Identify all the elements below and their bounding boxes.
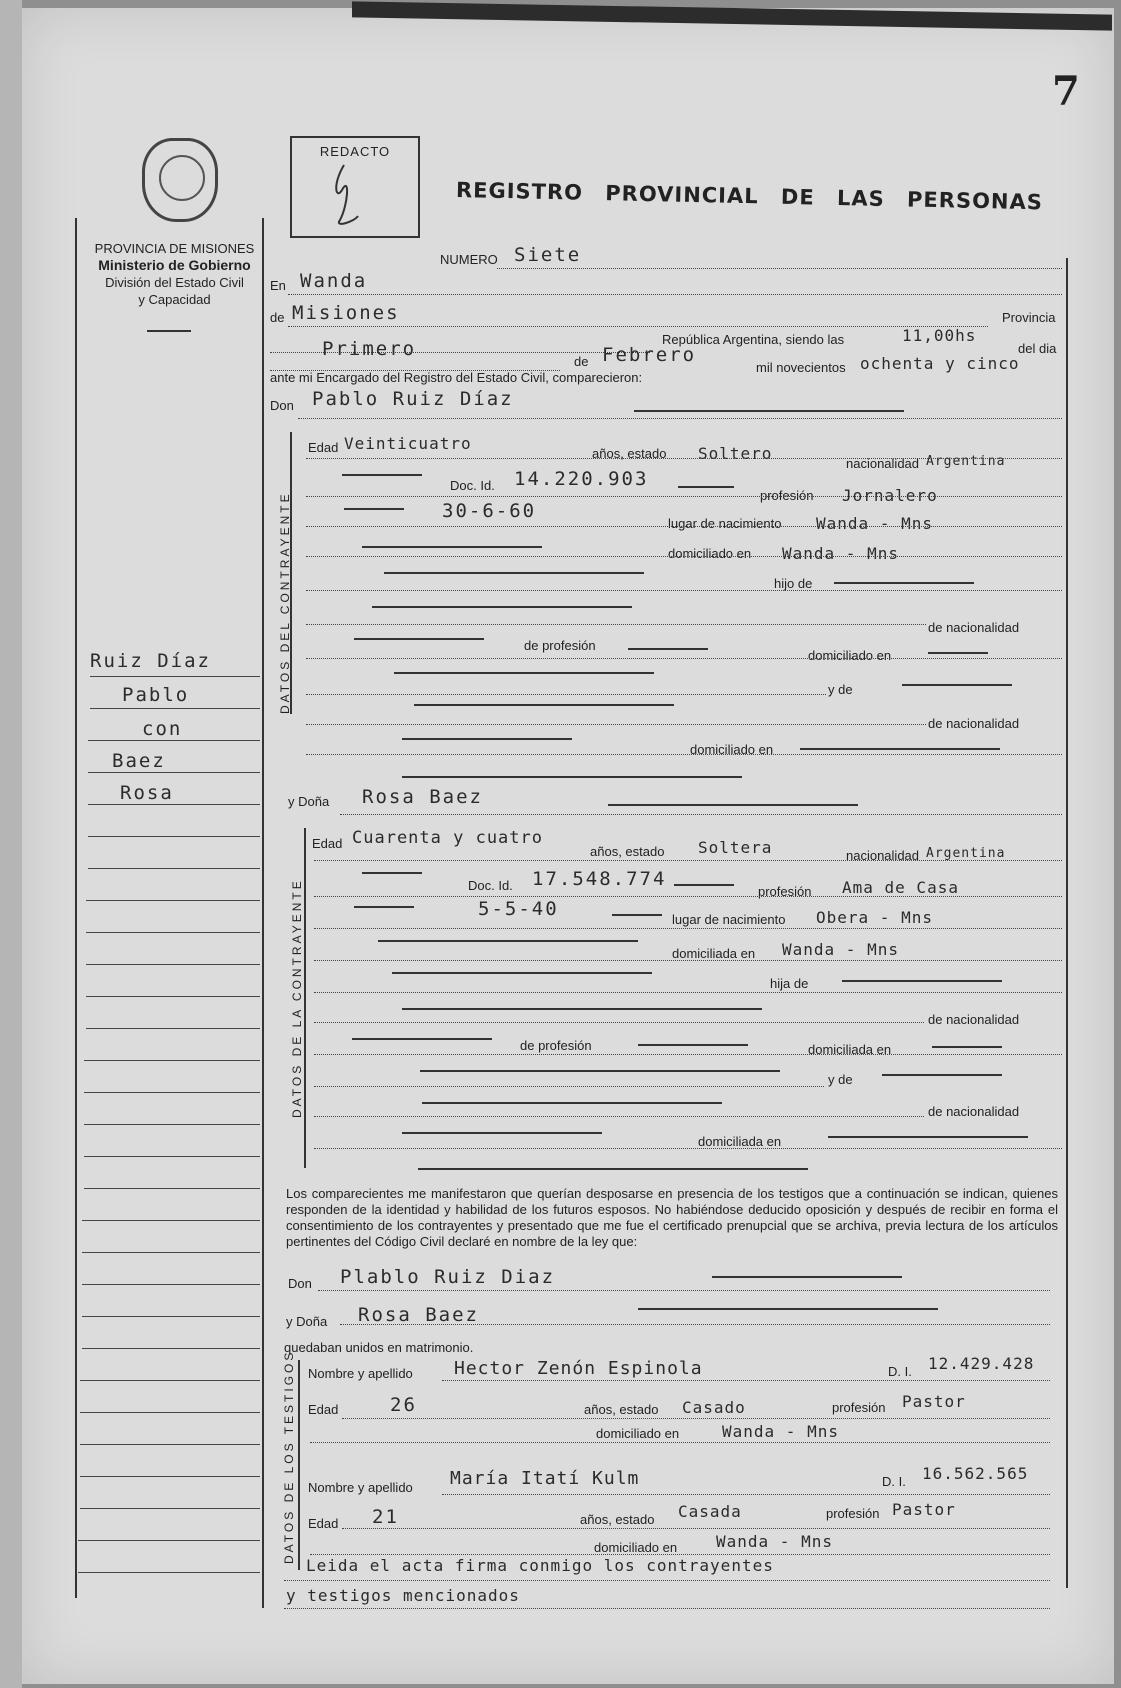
bride-birth-date: 5-5-40 xyxy=(478,898,559,920)
groom-nationality: Argentina xyxy=(926,454,1006,469)
de-label: de xyxy=(270,310,285,325)
redacto-stamp-box xyxy=(290,136,420,238)
groom-de-nacionalidad2-label: de nacionalidad xyxy=(928,716,1020,731)
groom-birth-date: 30-6-60 xyxy=(442,500,537,522)
margin-note-name-2: Rosa xyxy=(120,782,174,804)
margin-note-surname-2: Baez xyxy=(112,750,166,772)
numero-label: NUMERO xyxy=(440,252,498,267)
page-title: REGISTRO PROVINCIAL DE LAS PERSONAS xyxy=(455,178,1044,215)
groom-estado-label: años, estado xyxy=(592,446,667,461)
w1-di: 12.429.428 xyxy=(928,1354,1035,1373)
w1-estado-label: años, estado xyxy=(584,1402,659,1417)
mil-label: mil novecientos xyxy=(756,360,846,375)
bride-residence: Wanda - Mns xyxy=(782,940,899,959)
groom-section-label: DATOS DEL CONTRAYENTE xyxy=(278,491,292,714)
bride-de-nacionalidad2-label: de nacionalidad xyxy=(928,1104,1020,1119)
de-mes-label: de xyxy=(574,354,589,369)
decl-closing: quedaban unidos en matrimonio. xyxy=(284,1340,474,1355)
bride-y-de-label: y de xyxy=(828,1072,853,1087)
w1-profesion-label: profesión xyxy=(832,1400,886,1415)
province-name: PROVINCIA DE MISIONES xyxy=(94,241,255,256)
closing-note-line-1: Leida el acta firma conmigo los contrayentes xyxy=(306,1556,774,1575)
w2-di-label: D. I. xyxy=(882,1474,906,1489)
bride-profesion-label: profesión xyxy=(758,884,812,899)
w2-di: 16.562.565 xyxy=(922,1464,1029,1483)
bride-lugar-label: lugar de nacimiento xyxy=(672,912,786,927)
margin-note-name: Pablo xyxy=(122,684,190,706)
groom-profession: Jornalero xyxy=(842,486,938,505)
groom-age: Veinticuatro xyxy=(344,434,472,453)
bride-profession: Ama de Casa xyxy=(842,878,959,897)
bride-nacionalidad-label: nacionalidad xyxy=(846,848,920,863)
w2-name: María Itatí Kulm xyxy=(450,1468,640,1489)
w1-residence: Wanda - Mns xyxy=(722,1422,839,1441)
bride-doc-number: 17.548.774 xyxy=(532,868,667,890)
groom-y-de-label: y de xyxy=(828,682,853,697)
witnesses-section-label: DATOS DE LOS TESTIGOS xyxy=(282,1349,296,1564)
w2-profesion-label: profesión xyxy=(826,1506,880,1521)
closing-note-line-2: y testigos mencionados xyxy=(286,1586,520,1605)
bride-nationality: Argentina xyxy=(926,846,1006,861)
hour-value: 11,00hs xyxy=(902,326,977,345)
declaration-text: Los comparecientes me manifestaron que querían desposarse en presencia de los testigos que a continuación se indican, quienes responden de la identidad y habilidad de los futuros esposos. No habiéndose deducido oposición y después de recibir en forma el consentimiento de los contrayentes y presentado que me fue el certificado prenupcial que se archiva, previa lectura de los artículos pertinentes del Código Civil declaré en nombre de la ley que: xyxy=(286,1186,1058,1249)
bride-age: Cuarenta y cuatro xyxy=(352,828,543,848)
act-number: Siete xyxy=(514,244,582,266)
groom-doc-label: Doc. Id. xyxy=(450,478,495,493)
groom-lugar-label: lugar de nacimiento xyxy=(668,516,782,531)
w1-di-label: D. I. xyxy=(888,1364,912,1379)
groom-doc-number: 14.220.903 xyxy=(514,468,649,490)
dona-label: y Doña xyxy=(288,794,330,809)
page-number: 7 xyxy=(1052,68,1080,115)
groom-domiciliado-label: domiciliado en xyxy=(668,546,752,561)
bride-domiciliada-en-label: domiciliada en xyxy=(808,1042,892,1057)
province-value: Misiones xyxy=(292,302,400,324)
w2-age: 21 xyxy=(372,1506,399,1528)
signature-mark xyxy=(314,160,374,230)
year-value: ochenta y cinco xyxy=(860,354,1020,373)
issuer-block xyxy=(82,240,267,308)
groom-civil-status: Soltero xyxy=(698,444,773,463)
register-page xyxy=(22,8,1114,1684)
w1-edad-label: Edad xyxy=(308,1402,339,1417)
margin-note-surname: Ruiz Díaz xyxy=(90,650,211,672)
bride-civil-status: Soltera xyxy=(698,838,773,857)
w1-nombre-label: Nombre y apellido xyxy=(308,1366,413,1381)
don-label: Don xyxy=(270,398,294,413)
w2-nombre-label: Nombre y apellido xyxy=(308,1480,413,1495)
place-value: Wanda xyxy=(300,270,368,292)
bride-birthplace: Obera - Mns xyxy=(816,908,933,927)
month-value: Febrero xyxy=(602,344,697,366)
bride-hija-label: hija de xyxy=(770,976,809,991)
groom-name: Pablo Ruiz Díaz xyxy=(312,388,514,410)
bride-edad-label: Edad xyxy=(312,836,343,851)
w1-name: Hector Zenón Espinola xyxy=(454,1358,703,1379)
binding-edge xyxy=(352,1,1112,30)
bride-doc-label: Doc. Id. xyxy=(468,878,513,893)
decl-groom-name: Plablo Ruiz Diaz xyxy=(340,1266,556,1288)
groom-domiciliado-en-label: domiciliado en xyxy=(808,648,892,663)
division-capacity: y Capacidad xyxy=(138,292,211,307)
groom-hijo-label: hijo de xyxy=(774,576,813,591)
division-name: División del Estado Civil xyxy=(105,275,244,290)
bride-name: Rosa Baez xyxy=(362,786,483,808)
bride-estado-label: años, estado xyxy=(590,844,665,859)
decl-don-label: Don xyxy=(288,1276,312,1291)
bride-domiciliada-label: domiciliada en xyxy=(672,946,756,961)
decl-dona-label: y Doña xyxy=(286,1314,328,1329)
day-value: Primero xyxy=(322,338,417,360)
w2-edad-label: Edad xyxy=(308,1516,339,1531)
groom-domiciliado-en2-label: domiciliado en xyxy=(690,742,774,757)
w1-profession: Pastor xyxy=(902,1392,966,1411)
decl-bride-name: Rosa Baez xyxy=(358,1304,479,1326)
w1-civil-status: Casado xyxy=(682,1398,746,1417)
provincia-label: Provincia xyxy=(1002,310,1056,325)
del-dia-label: del dia xyxy=(1018,341,1057,356)
bride-de-nacionalidad-label: de nacionalidad xyxy=(928,1012,1020,1027)
groom-residence: Wanda - Mns xyxy=(782,544,899,563)
w2-domiciliado-label: domiciliado en xyxy=(594,1540,678,1555)
ante-label: ante mi Encargado del Registro del Estado Civil, comparecieron: xyxy=(270,370,643,385)
ministry-name: Ministerio de Gobierno xyxy=(98,257,251,273)
republica-label: República Argentina, siendo las xyxy=(662,332,845,347)
w2-civil-status: Casada xyxy=(678,1502,742,1521)
groom-de-nacionalidad-label: de nacionalidad xyxy=(928,620,1020,635)
w1-domiciliado-label: domiciliado en xyxy=(596,1426,680,1441)
w2-estado-label: años, estado xyxy=(580,1512,655,1527)
redacto-label: REDACTO xyxy=(319,144,391,159)
provincial-seal-icon xyxy=(142,138,218,222)
bride-section-label: DATOS DE LA CONTRAYENTE xyxy=(290,878,304,1118)
groom-profesion-label: profesión xyxy=(760,488,814,503)
groom-nacionalidad-label: nacionalidad xyxy=(846,456,920,471)
margin-note-con: con xyxy=(142,718,183,740)
groom-de-profesion-label: de profesión xyxy=(524,638,596,653)
groom-edad-label: Edad xyxy=(308,440,339,455)
w2-residence: Wanda - Mns xyxy=(716,1532,833,1551)
book-spine xyxy=(0,0,22,1688)
w1-age: 26 xyxy=(390,1394,417,1416)
en-label: En xyxy=(270,278,286,293)
bride-domiciliada-en2-label: domiciliada en xyxy=(698,1134,782,1149)
bride-de-profesion-label: de profesión xyxy=(520,1038,592,1053)
w2-profession: Pastor xyxy=(892,1500,956,1519)
groom-birthplace: Wanda - Mns xyxy=(816,514,933,533)
